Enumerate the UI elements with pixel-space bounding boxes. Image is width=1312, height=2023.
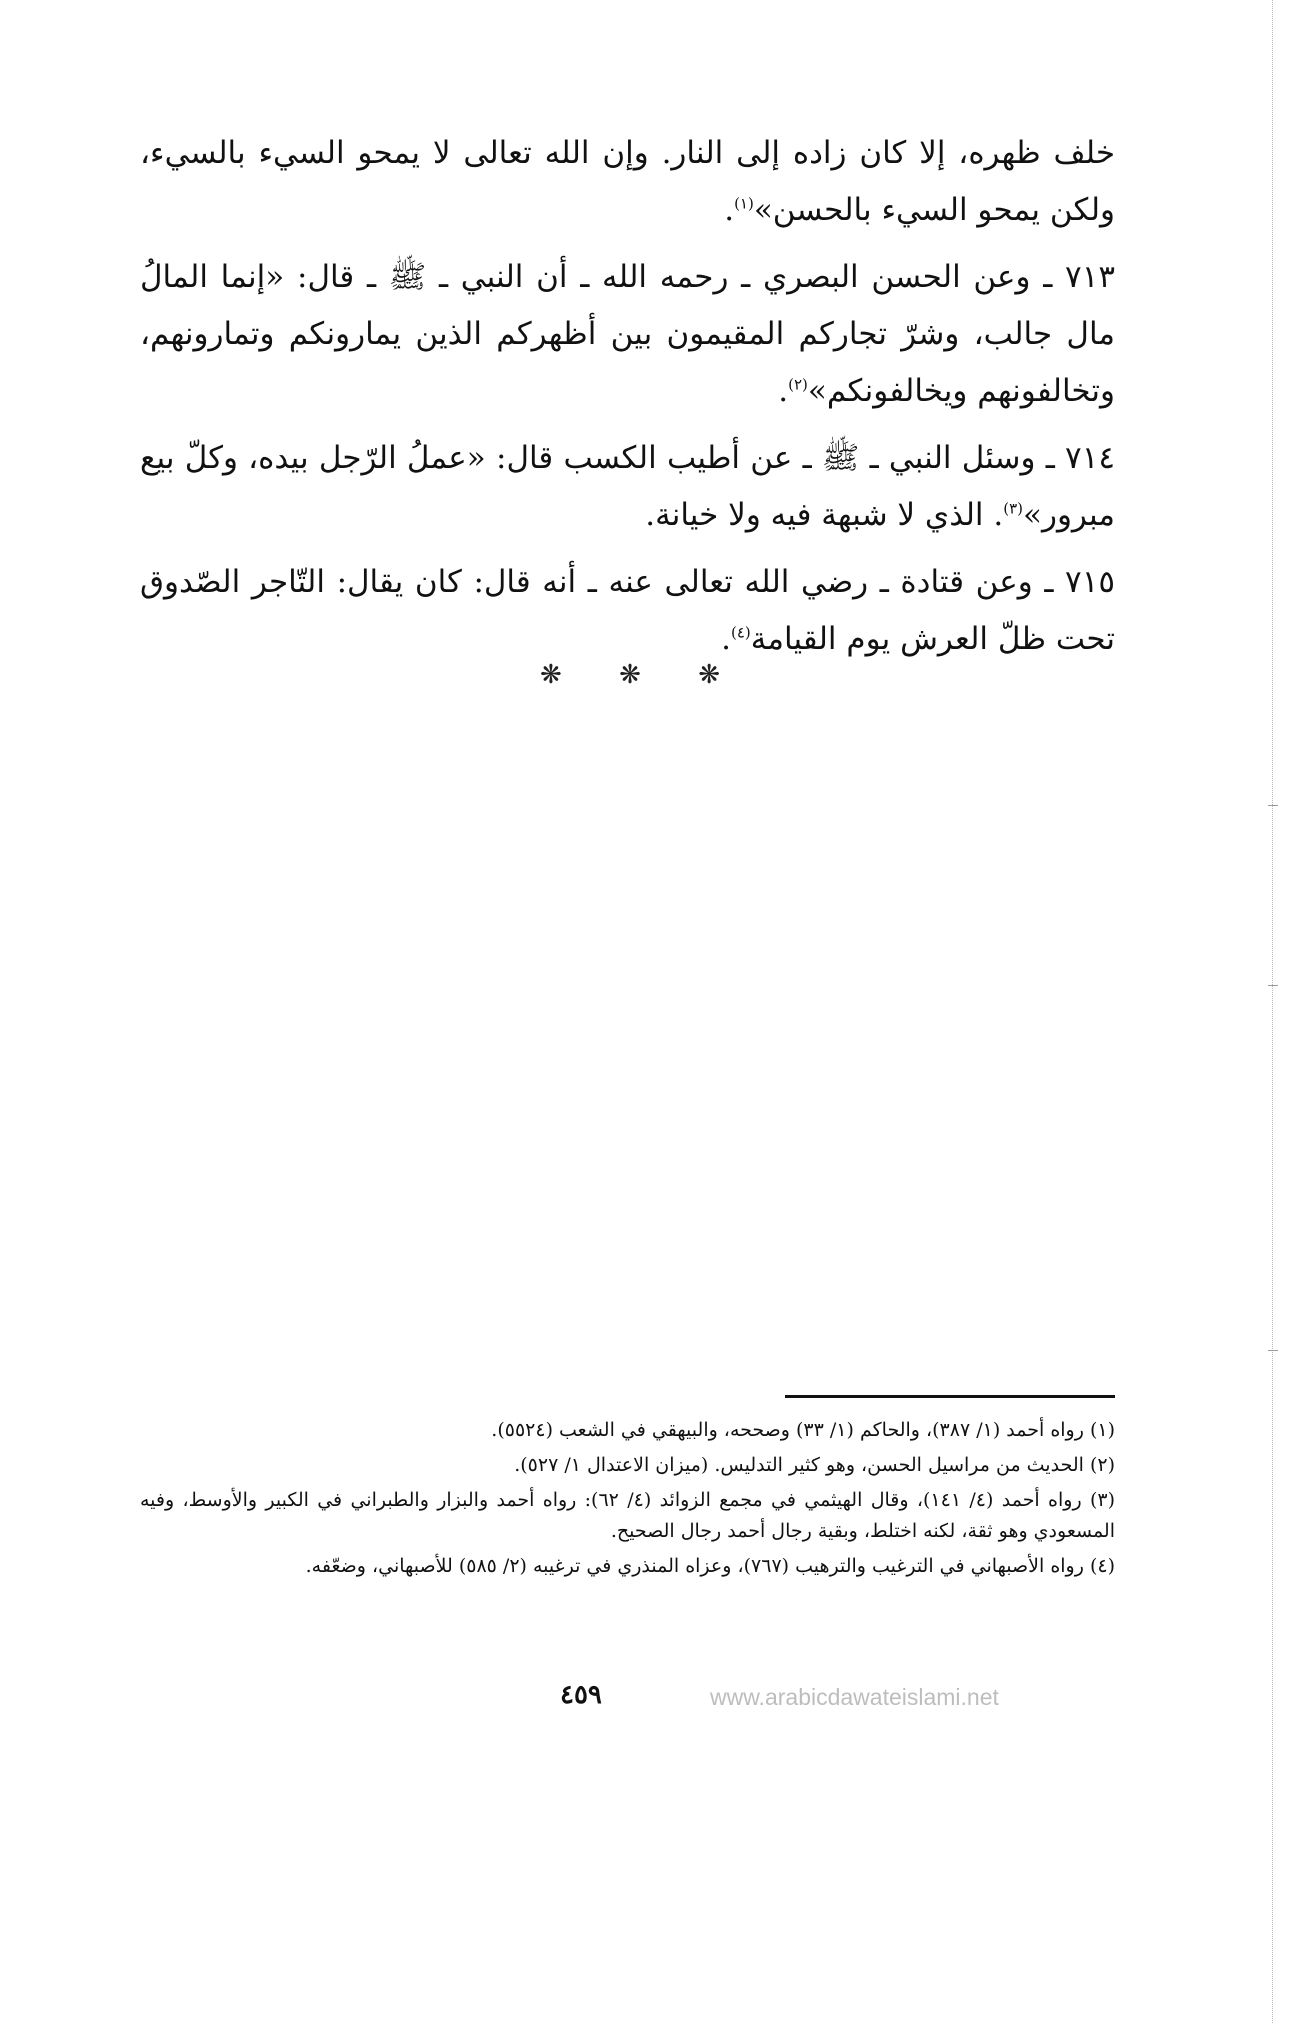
paragraph-713: [140, 249, 1115, 420]
star-ornament-icon: ❋: [619, 660, 641, 690]
paragraph-text: ٧١٤ ـ وسئل النبي ـ ﷺ ـ عن أطيب الكسب قال: «عملُ الرّجل بيده، وكلّ بيع مبرور»: [140, 440, 1115, 533]
paragraph-715: [140, 554, 1115, 668]
footnote-1: (١) رواه أحمد (١/ ٣٨٧)، والحاكم (١/ ٣٣) وصححه، والبيهقي في الشعب (٥٥٢٤).: [491, 1419, 1115, 1441]
scan-edge-tick: [1268, 1350, 1278, 1351]
footnote-ref: (٤): [731, 623, 751, 642]
paragraph-714: [140, 430, 1115, 544]
paragraph-tail: .: [778, 373, 789, 409]
main-text: [140, 125, 1115, 678]
section-separator: [540, 660, 720, 690]
page-footer: [560, 1680, 1080, 1720]
paragraph-continuation: [140, 125, 1115, 239]
footnote-2: (٢) الحديث من مراسيل الحسن، وهو كثير التدليس. (ميزان الاعتدال ١/ ٥٢٧).: [514, 1454, 1115, 1476]
footnote-ref: (٢): [788, 375, 808, 394]
star-ornament-icon: ❋: [540, 660, 562, 690]
watermark-url: www.arabicdawateislami.net: [710, 1684, 999, 1710]
scan-edge-tick: [1268, 985, 1278, 986]
paragraph-tail: .: [721, 621, 731, 657]
star-ornament-icon: ❋: [698, 660, 720, 690]
footnotes: [140, 1415, 1115, 1586]
paragraph-tail: .: [724, 192, 735, 228]
footnote-3: (٣) رواه أحمد (٤/ ١٤١)، وقال الهيثمي في مجمع الزوائد (٤/ ٦٢): رواه أحمد والبزار والطبراني في الكبير والأوسط، وفيه المسعودي وهو ثقة، لكنه اختلط، وبقية رجال أحمد رجال الصحيح.: [140, 1489, 1115, 1542]
scan-edge-tick: [1268, 805, 1278, 806]
page-number: ٤٥٩: [560, 1680, 602, 1710]
footnote-divider: [785, 1395, 1115, 1398]
scan-edge-line: [1272, 0, 1273, 2023]
paragraph-text: ٧١٥ ـ وعن قتادة ـ رضي الله تعالى عنه ـ أنه قال: كان يقال: التّاجر الصّدوق تحت ظلّ العرش يوم القيامة: [140, 564, 1115, 657]
paragraph-tail: . الذي لا شبهة فيه ولا خيانة.: [645, 497, 1004, 533]
footnote-ref: (١): [734, 194, 754, 213]
paragraph-text: خلف ظهره، إلا كان زاده إلى النار. وإن الله تعالى لا يمحو السيء بالسيء، ولكن يمحو السيء بالحسن»: [140, 135, 1115, 228]
footnote-ref: (٣): [1003, 499, 1024, 518]
footnote-4: (٤) رواه الأصبهاني في الترغيب والترهيب (٧٦٧)، وعزاه المنذري في ترغيبه (٢/ ٥٨٥) للأصبهاني، وضعّفه.: [305, 1555, 1115, 1577]
paragraph-text: ٧١٣ ـ وعن الحسن البصري ـ رحمه الله ـ أن النبي ـ ﷺ ـ قال: «إنما المالُ مال جالب، وشرّ تجاركم المقيمون بين أظهركم الذين يمارونكم وتمارونهم، وتخالفونهم ويخالفونكم»: [140, 259, 1115, 409]
